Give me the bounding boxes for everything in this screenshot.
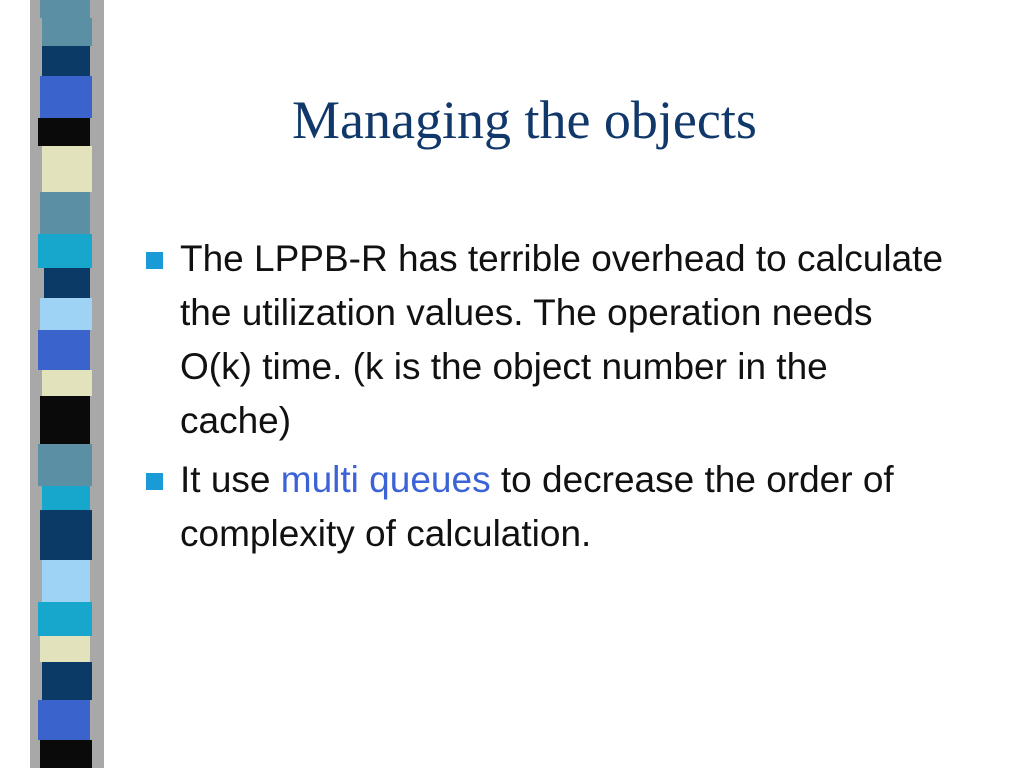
bullet-item (146, 232, 946, 448)
slide-title: Managing the objects (292, 90, 757, 150)
strip-block (38, 444, 92, 486)
strip-block (42, 46, 90, 76)
square-bullet-icon (146, 473, 163, 490)
decorative-strip (30, 0, 104, 768)
strip-block (40, 740, 92, 768)
bullet-text: The LPPB-R has terrible overhead to calculate the utilization values. The operation needs O(k) time. (k is the object number in the cache) (180, 238, 944, 441)
strip-block (40, 298, 92, 330)
strip-block (38, 700, 90, 740)
strip-block (44, 268, 90, 298)
bullet-item (146, 453, 946, 561)
strip-block (40, 396, 90, 444)
strip-block (40, 510, 92, 560)
strip-block (42, 560, 90, 602)
strip-block (40, 0, 90, 18)
strip-block (42, 18, 92, 46)
strip-block (38, 330, 90, 370)
highlight-text: multi queues (280, 459, 491, 500)
strip-block (42, 662, 92, 700)
strip-block (40, 76, 92, 118)
strip-block (42, 370, 92, 396)
bullet-text (180, 453, 946, 561)
strip-block (38, 602, 92, 636)
bullet-list (146, 232, 946, 566)
strip-block (38, 118, 90, 146)
bullet-text-before: It use (180, 459, 281, 500)
square-bullet-icon (146, 252, 163, 269)
strip-block (42, 486, 90, 510)
strip-block (40, 192, 90, 234)
strip-block (40, 636, 90, 662)
bullet-text-after: to decrease the order of complexity of calculation. (180, 459, 894, 554)
strip-block (38, 234, 92, 268)
strip-block (42, 146, 92, 192)
